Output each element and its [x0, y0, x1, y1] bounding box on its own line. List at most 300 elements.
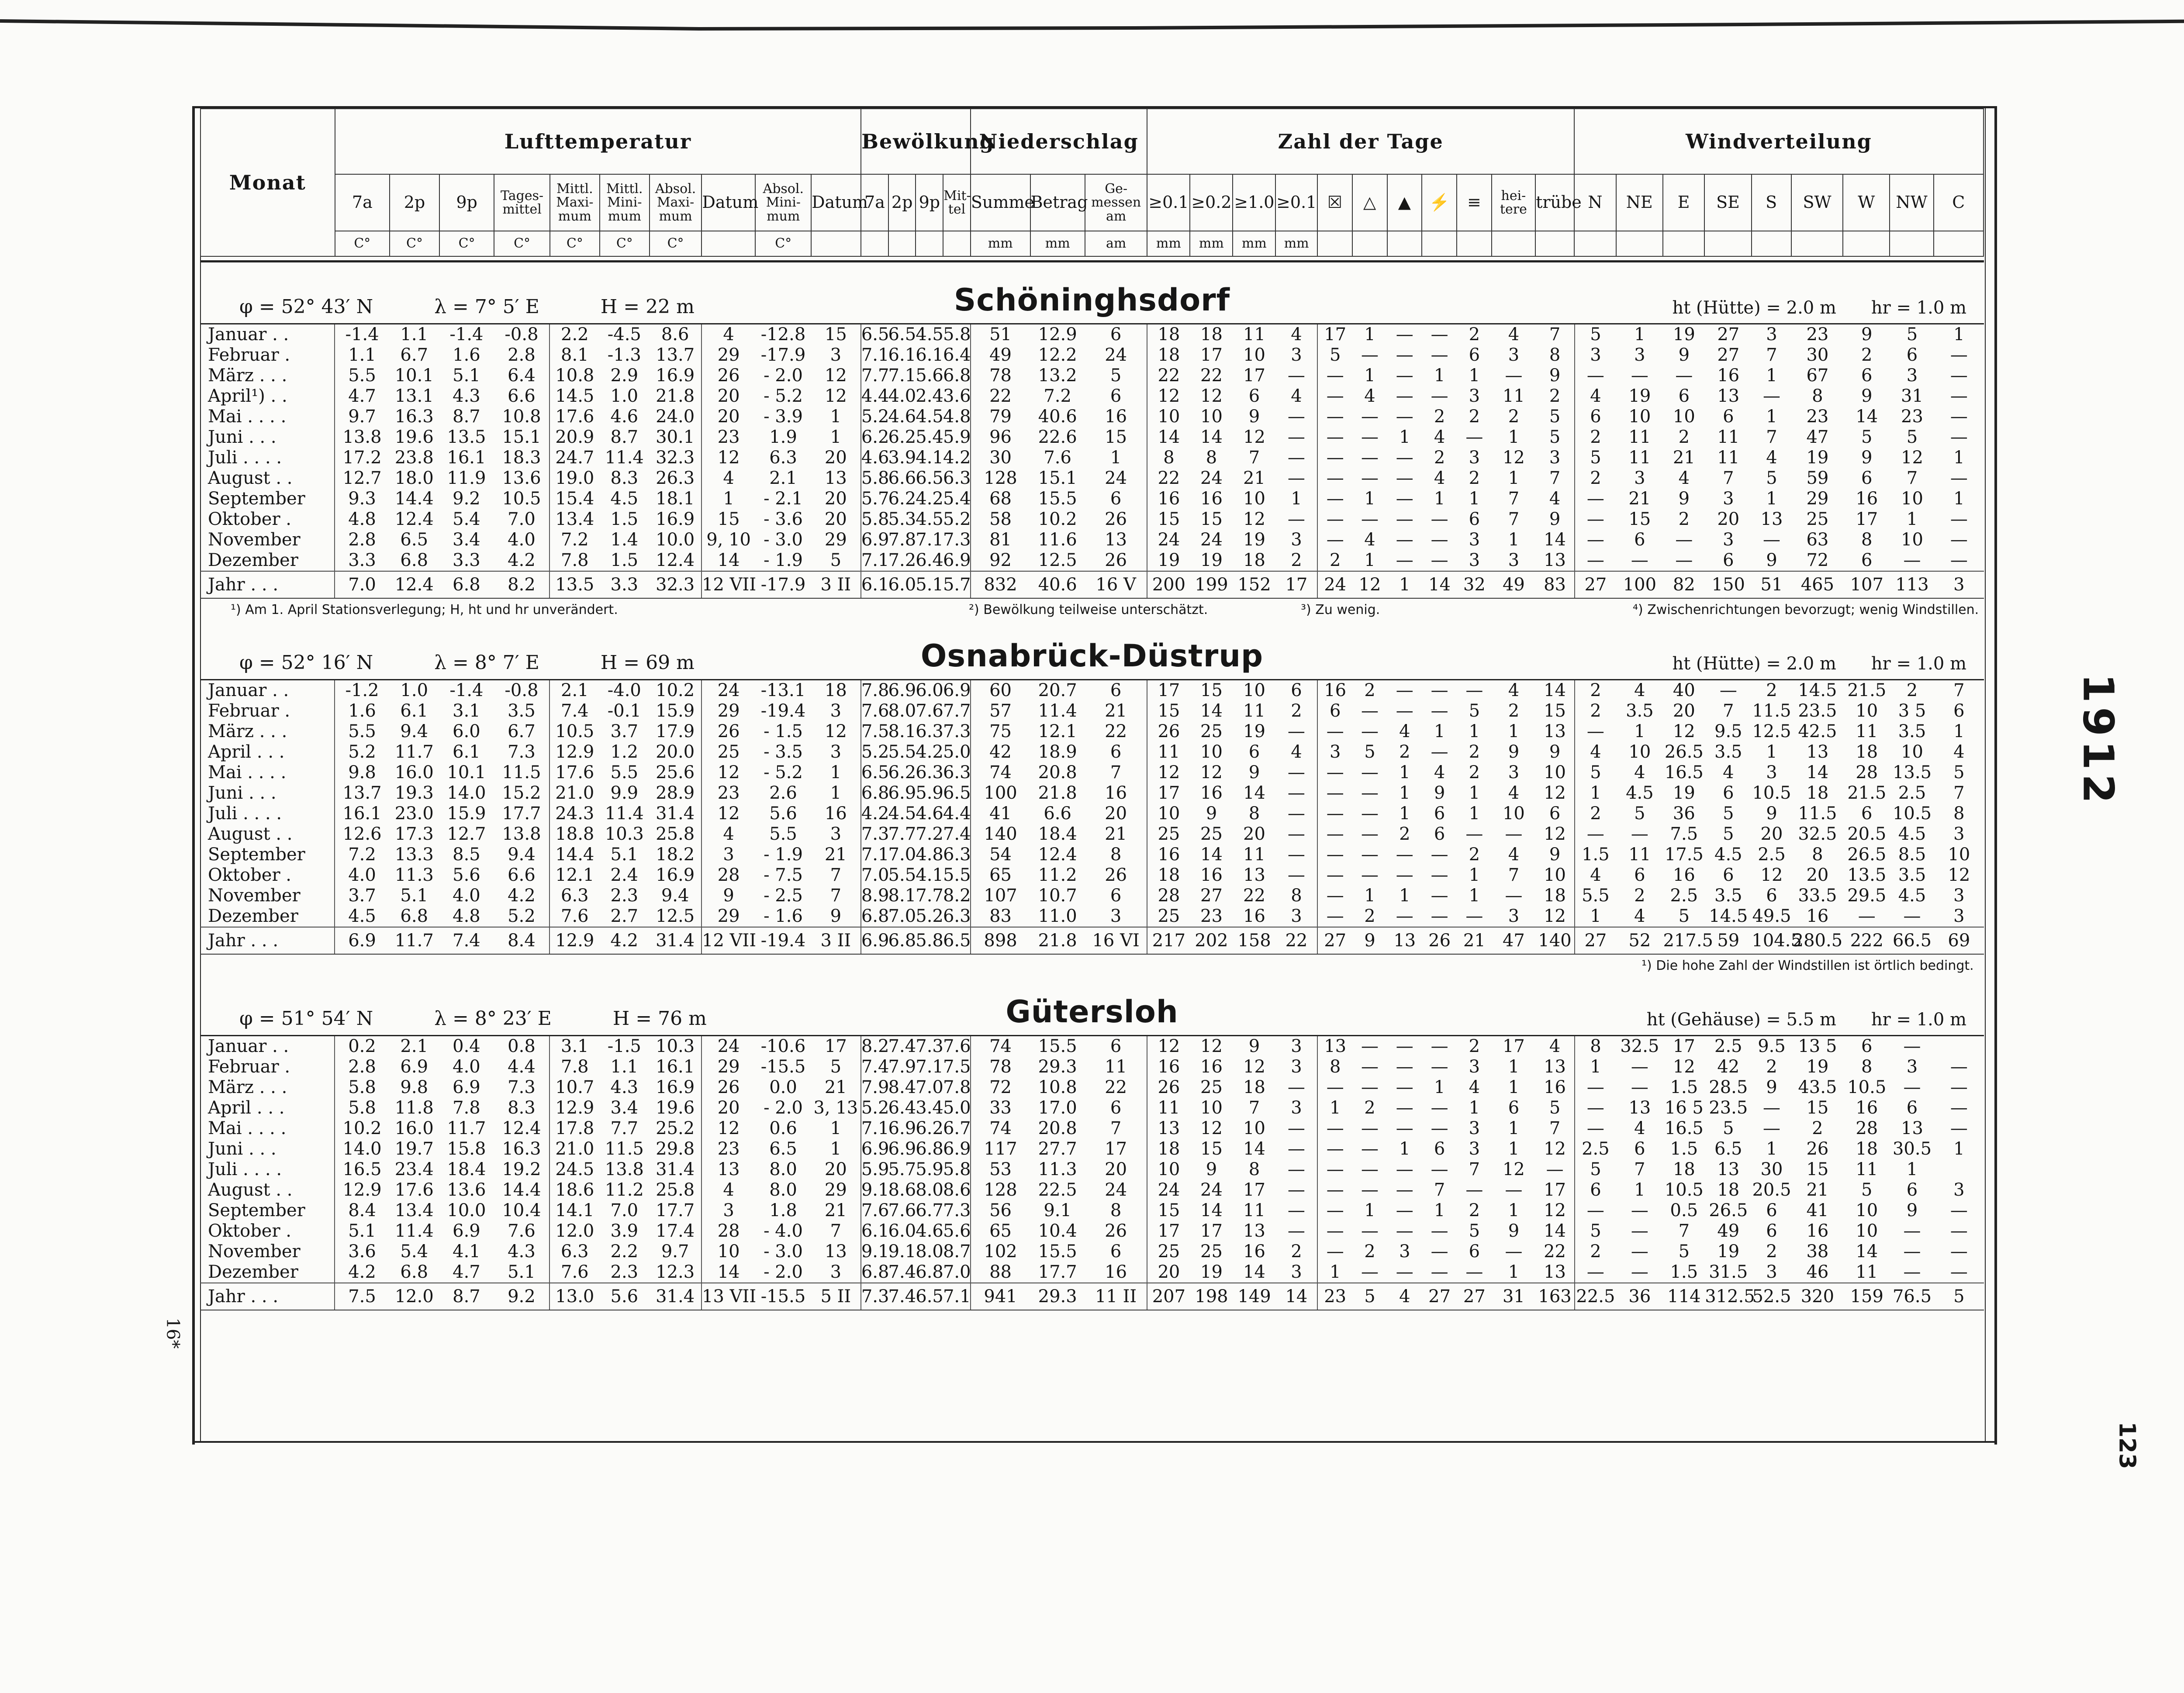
value-cell: 28: [1158, 886, 1180, 906]
value-cell: 21.8: [649, 386, 702, 407]
value-cell: 11: [1243, 324, 1265, 345]
value-cell: 11.0: [1038, 906, 1077, 926]
value-cell: 28.5: [1709, 1077, 1748, 1097]
value-cell: 2: [1469, 324, 1480, 345]
value-cell: —: [1276, 762, 1318, 783]
value-cell: 4.5: [348, 906, 376, 926]
value-cell: 2: [1276, 550, 1318, 571]
value-cell: 79: [989, 407, 1012, 427]
table-row: [200, 468, 1984, 489]
value-cell: 6.9: [888, 1118, 916, 1138]
value-cell: 6.4: [888, 1098, 916, 1118]
value-cell: 9.2: [453, 489, 480, 509]
value-cell: 2.5: [1758, 845, 1786, 865]
value-cell: 1: [1906, 509, 1918, 529]
value-cell: 2: [1678, 509, 1690, 529]
value-cell: 3.7: [610, 721, 639, 741]
value-cell: 3: [1508, 762, 1520, 783]
value-cell: 2: [1590, 468, 1601, 488]
value-cell: 5.6: [916, 365, 943, 386]
value-cell: 5: [1590, 1221, 1601, 1241]
value-cell: 31: [1901, 386, 1923, 406]
value-cell: —: [1326, 427, 1344, 447]
month-cell: April . . .: [200, 742, 335, 762]
value-cell: —: [1396, 1200, 1413, 1221]
value-cell: 7.5: [861, 721, 889, 741]
value-cell: 6.8: [943, 365, 971, 386]
value-cell: 18.4: [1038, 824, 1077, 844]
value-cell: 24.3: [555, 803, 594, 824]
value-cell: 16: [1536, 1077, 1575, 1098]
value-cell: —: [1361, 345, 1379, 365]
value-cell: 8.2: [861, 1036, 889, 1056]
value-cell: —: [1465, 680, 1483, 700]
value-cell: 14: [1200, 701, 1223, 721]
value-cell: 30.1: [649, 427, 702, 448]
value-cell: 18: [1673, 1159, 1695, 1179]
value-cell: 7.8: [888, 530, 916, 550]
value-cell: 13: [1628, 1098, 1651, 1118]
value-cell: 6.5: [400, 530, 429, 550]
value-cell: 8.7: [439, 1283, 494, 1310]
value-cell: 11: [1717, 448, 1740, 468]
value-cell: 14: [1158, 427, 1180, 447]
value-cell: 6.9: [861, 927, 888, 954]
value-cell: 7.3: [916, 1036, 943, 1056]
value-cell: 2.7: [610, 906, 639, 926]
header-unit-33: [1791, 231, 1843, 256]
value-cell: 12.1: [1038, 721, 1077, 741]
value-cell: 65: [989, 865, 1012, 885]
value-cell: 8.0: [888, 701, 916, 721]
value-cell: 15: [1158, 701, 1180, 721]
value-cell: —: [1326, 886, 1344, 906]
value-cell: 21: [811, 845, 861, 865]
value-cell: 7.0: [610, 1200, 639, 1221]
value-cell: 8.6: [943, 1180, 971, 1200]
value-cell: 4: [1508, 324, 1520, 345]
value-cell: 9: [1434, 783, 1445, 803]
value-cell: 1: [1399, 1139, 1410, 1159]
value-cell: 12.9: [549, 927, 599, 954]
header-col-6: Absol. Maxi-mum: [650, 174, 702, 231]
value-cell: 10: [1628, 742, 1651, 762]
value-cell: 2: [1766, 1241, 1777, 1262]
value-cell: 16.1: [342, 803, 382, 824]
value-cell: 24: [1085, 468, 1147, 489]
value-cell: 1: [1766, 1139, 1777, 1159]
value-cell: 15.4: [555, 489, 594, 509]
value-cell: 4.5: [916, 407, 943, 427]
value-cell: —: [1396, 489, 1413, 509]
value-cell: 6.6: [1044, 803, 1071, 824]
value-cell: 23.8: [394, 448, 434, 468]
value-cell: 27: [1422, 1283, 1457, 1310]
value-cell: 19: [1806, 1057, 1829, 1077]
value-cell: 5.8: [943, 324, 971, 345]
header-col-18: ≥0.2: [1190, 174, 1233, 231]
value-cell: 1: [1434, 721, 1445, 741]
header-col-29: NE: [1616, 174, 1663, 231]
value-cell: 7.6: [888, 1200, 916, 1221]
value-cell: 8.4: [348, 1200, 376, 1221]
value-cell: 3: [723, 845, 734, 865]
station-coord-lambda: λ = 8° 7′ E: [434, 652, 539, 674]
value-cell: 6.9: [888, 1139, 916, 1159]
value-cell: 5.1: [400, 886, 429, 906]
value-cell: 16: [1856, 1098, 1878, 1118]
value-cell: 6.9: [453, 1077, 480, 1097]
value-cell: 16: [1200, 783, 1223, 803]
value-cell: 12: [1948, 865, 1970, 885]
value-cell: 42: [1717, 1057, 1740, 1077]
value-cell: 4: [1508, 845, 1520, 865]
value-cell: 21.5: [1847, 783, 1887, 803]
table-row: [200, 906, 1984, 927]
value-cell: 3: [1469, 530, 1480, 550]
value-cell: —: [1903, 1221, 1921, 1241]
value-cell: 7: [1906, 468, 1918, 488]
header-col-10: 7a: [861, 174, 888, 231]
value-cell: —: [1903, 906, 1921, 926]
value-cell: -15.5: [755, 1283, 811, 1310]
value-cell: 7: [1634, 1159, 1645, 1179]
footnote: ¹) Am 1. April Stationsverlegung; H, ht und hr unverändert.: [231, 602, 618, 617]
value-cell: 6: [1085, 886, 1147, 906]
value-cell: 20.0: [649, 742, 702, 762]
value-cell: 1: [1508, 1200, 1520, 1221]
value-cell: 1.5: [610, 509, 639, 529]
header-col-26: hei-tere: [1492, 174, 1535, 231]
value-cell: 18: [1200, 324, 1223, 345]
header-unit-6: C°: [650, 231, 702, 256]
value-cell: 7.8: [561, 1057, 589, 1077]
value-cell: 6.3: [769, 448, 797, 468]
table-row: [200, 1098, 1984, 1118]
value-cell: 5.8: [348, 1098, 376, 1118]
value-cell: 6.8: [888, 927, 916, 954]
value-cell: 21: [1457, 927, 1492, 954]
value-cell: -1.3: [607, 345, 641, 365]
value-cell: 3: [1508, 345, 1520, 365]
value-cell: 24.7: [555, 448, 594, 468]
value-cell: 1: [1364, 489, 1375, 509]
value-cell: 5.6: [453, 865, 480, 885]
value-cell: 14.0: [447, 783, 486, 803]
value-cell: 15: [811, 324, 861, 345]
value-cell: 9: [1248, 762, 1260, 783]
value-cell: 4.1: [453, 1241, 480, 1262]
value-cell: 1: [1508, 1262, 1520, 1282]
value-cell: 25: [717, 742, 740, 762]
value-cell: 3.4: [610, 1098, 639, 1118]
value-cell: 6: [1085, 680, 1147, 701]
value-cell: 12 VII: [702, 927, 755, 954]
value-cell: 67: [1806, 365, 1829, 386]
value-cell: 6: [1469, 1241, 1480, 1262]
value-cell: 2: [1469, 468, 1480, 488]
value-cell: 6: [1085, 1036, 1147, 1057]
value-cell: —: [1505, 1180, 1523, 1200]
value-cell: 75: [989, 721, 1012, 741]
value-cell: 1: [1953, 324, 1965, 345]
value-cell: - 2.1: [764, 489, 803, 509]
value-cell: 12.9: [1038, 324, 1077, 345]
value-cell: 2.9: [610, 365, 639, 386]
value-cell: 25: [1200, 824, 1223, 844]
value-cell: 5.5: [348, 721, 376, 741]
value-cell: 2: [1906, 680, 1918, 700]
value-cell: 24.0: [649, 407, 702, 427]
value-cell: 2: [1364, 1098, 1375, 1118]
month-cell: September: [200, 489, 335, 509]
value-cell: 14: [1243, 1139, 1265, 1159]
value-cell: 3.5: [1898, 865, 1926, 885]
value-cell: 7.7: [888, 824, 916, 844]
value-cell: 16 VI: [1085, 927, 1147, 954]
value-cell: —: [1950, 407, 1968, 427]
value-cell: 5: [1536, 1098, 1575, 1118]
value-cell: 33: [989, 1098, 1012, 1118]
value-cell: 6.5: [769, 1139, 797, 1159]
value-cell: 4.7: [348, 386, 376, 406]
value-cell: 16.1: [649, 1057, 702, 1077]
header-col-30: E: [1663, 174, 1705, 231]
header-unit-16: am: [1085, 231, 1147, 256]
value-cell: 24: [717, 680, 740, 700]
value-cell: 23: [1200, 906, 1223, 926]
value-cell: 10.5: [555, 721, 594, 741]
value-cell: -13.1: [760, 680, 806, 700]
value-cell: 31.4: [649, 803, 702, 824]
value-cell: 13: [811, 1241, 861, 1262]
value-cell: 5.5: [610, 762, 639, 783]
value-cell: 9: [1248, 1036, 1260, 1056]
value-cell: 280.5: [1792, 927, 1844, 954]
year-label: 1912: [2073, 673, 2123, 808]
value-cell: —: [1505, 824, 1523, 844]
value-cell: 3: [1723, 530, 1734, 550]
value-cell: 12.9: [342, 1180, 382, 1200]
value-cell: 21: [811, 1077, 861, 1098]
value-cell: 24: [1158, 1180, 1180, 1200]
value-cell: 13.7: [342, 783, 382, 803]
value-cell: 21: [1243, 468, 1265, 488]
value-cell: 7.5: [1670, 824, 1698, 844]
value-cell: 6.8: [400, 1262, 429, 1282]
value-cell: 21: [1673, 448, 1695, 468]
month-cell: Oktober .: [200, 1221, 335, 1241]
station-block: [200, 618, 1984, 977]
value-cell: 3.6: [348, 1241, 376, 1262]
month-cell: Juni . . .: [200, 1139, 335, 1159]
station-coord-phi: φ = 52° 16′ N: [239, 652, 373, 674]
value-cell: 18: [1717, 1180, 1740, 1200]
value-cell: 6: [1861, 803, 1873, 824]
value-cell: —: [1465, 824, 1483, 844]
value-cell: 1.1: [400, 324, 429, 345]
value-cell: 12.9: [555, 742, 594, 762]
value-cell: 31: [1492, 1283, 1535, 1310]
header-col-1: 2p: [390, 174, 439, 231]
value-cell: 7.1: [861, 345, 889, 365]
value-cell: 13 5: [1798, 1036, 1837, 1056]
value-cell: —: [1950, 345, 1968, 365]
value-cell: 4: [1766, 448, 1777, 468]
value-cell: —: [1536, 1159, 1575, 1180]
value-cell: 16: [1085, 407, 1147, 427]
header-col-0: 7a: [335, 174, 390, 231]
value-cell: —: [1276, 865, 1318, 886]
value-cell: 1: [1508, 1077, 1520, 1097]
value-cell: 1: [1508, 530, 1520, 550]
value-cell: —: [1326, 1200, 1344, 1221]
value-cell: 26.5: [1709, 1200, 1748, 1221]
value-cell: 8.5: [453, 845, 480, 865]
value-cell: 4.2: [916, 489, 943, 509]
value-cell: 5.5: [943, 865, 971, 885]
value-cell: 11: [1628, 448, 1651, 468]
value-cell: 4: [723, 324, 734, 345]
value-cell: —: [1431, 906, 1448, 926]
value-cell: 26.5: [1664, 742, 1704, 762]
value-cell: 6.1: [400, 701, 429, 721]
value-cell: 11: [1158, 742, 1180, 762]
header-unit-23: [1387, 231, 1422, 256]
value-cell: 6.7: [494, 721, 550, 742]
value-cell: 6: [1766, 1221, 1777, 1241]
value-cell: 3.1: [561, 1036, 589, 1056]
station-block: [200, 974, 1984, 1333]
value-cell: 7.4: [439, 927, 494, 954]
value-cell: 4.8: [916, 845, 943, 865]
value-cell: 19.3: [394, 783, 434, 803]
value-cell: 9.5: [1714, 721, 1742, 741]
value-cell: 9.4: [400, 721, 429, 741]
value-cell: 24: [1200, 1180, 1223, 1200]
value-cell: 114: [1663, 1283, 1705, 1310]
value-cell: 7.6: [561, 1262, 589, 1282]
header-monat: Monat: [200, 109, 335, 256]
month-cell: April¹) . .: [200, 386, 335, 407]
value-cell: —: [1431, 324, 1448, 345]
value-cell: 32.5: [1798, 824, 1837, 844]
value-cell: 1.5: [1670, 1262, 1698, 1282]
value-cell: 3: [1906, 365, 1918, 386]
value-cell: 7: [1508, 865, 1520, 885]
value-cell: 1: [1508, 427, 1520, 447]
header-unit-0: C°: [335, 231, 390, 256]
value-cell: -1.4: [345, 324, 379, 345]
header-bewoelkung: Bewölkung: [861, 109, 971, 174]
value-cell: —: [1361, 1118, 1379, 1138]
value-cell: 96: [989, 427, 1012, 447]
month-cell: November: [200, 530, 335, 550]
value-cell: 8.9: [861, 886, 889, 906]
value-cell: 6.1: [861, 571, 888, 598]
value-cell: 19: [1717, 1241, 1740, 1262]
value-cell: 78: [989, 365, 1012, 386]
value-cell: 8.0: [916, 1180, 943, 1200]
value-cell: 16.5: [342, 1159, 382, 1179]
value-cell: 17.6: [394, 1180, 434, 1200]
value-cell: —: [1465, 1262, 1483, 1282]
value-cell: 31.5: [1709, 1262, 1748, 1282]
header-col-12: 9p: [916, 174, 943, 231]
value-cell: 1: [1508, 1118, 1520, 1138]
value-cell: 5.7: [943, 571, 971, 598]
value-cell: 2.5: [1670, 886, 1698, 906]
value-cell: 6.2: [888, 427, 916, 447]
value-cell: 6.6: [888, 468, 916, 488]
header-col-9: Datum: [811, 174, 861, 231]
value-cell: 6.3: [943, 762, 971, 783]
value-cell: 12: [1200, 1118, 1223, 1138]
value-cell: 1.0: [400, 680, 429, 700]
month-cell: August . .: [200, 468, 335, 489]
value-cell: 25: [1158, 1241, 1180, 1262]
value-cell: 22.6: [1038, 427, 1077, 447]
value-cell: 1: [1953, 721, 1965, 741]
value-cell: 7.6: [916, 701, 943, 721]
value-cell: 7.3: [861, 824, 889, 844]
header-unit-35: [1890, 231, 1933, 256]
value-cell: —: [1326, 762, 1344, 783]
value-cell: 100: [984, 783, 1017, 803]
value-cell: —: [1326, 530, 1344, 550]
value-cell: 49: [1717, 1221, 1740, 1241]
value-cell: 200: [1147, 571, 1190, 598]
value-cell: —: [1396, 1077, 1413, 1097]
value-cell: —: [1326, 386, 1344, 406]
station-heights: [1637, 298, 1966, 318]
value-cell: 3: [1508, 550, 1520, 570]
value-cell: 12: [717, 762, 740, 783]
value-cell: 8.1: [561, 345, 589, 365]
value-cell: 4: [1434, 762, 1445, 783]
value-cell: 15: [1200, 1139, 1223, 1159]
value-cell: 4: [1953, 742, 1965, 762]
value-cell: 3: [1085, 906, 1147, 927]
value-cell: 2: [1508, 701, 1520, 721]
value-cell: 12: [1158, 762, 1180, 783]
header-unit-17: mm: [1147, 231, 1190, 256]
month-cell: November: [200, 886, 335, 906]
value-cell: 27: [1317, 927, 1352, 954]
value-cell: 14: [717, 1262, 740, 1282]
month-cell: April . . .: [200, 1098, 335, 1118]
value-cell: 18: [1806, 783, 1829, 803]
value-cell: 4.2: [916, 742, 943, 762]
value-cell: 8.3: [494, 1098, 550, 1118]
value-cell: 12: [1673, 721, 1695, 741]
value-cell: 7.1: [916, 1057, 943, 1077]
value-cell: —: [1326, 906, 1344, 926]
station-name: Schöninghsdorf: [954, 282, 1230, 318]
value-cell: 10: [1243, 1118, 1265, 1138]
value-cell: 13.2: [1038, 365, 1077, 386]
value-cell: 4: [1634, 762, 1645, 783]
value-cell: 16.0: [394, 762, 434, 783]
value-cell: —: [1950, 1118, 1968, 1138]
value-cell: 3: [1766, 1262, 1777, 1282]
header-col-19: ≥1.0: [1233, 174, 1275, 231]
value-cell: 8.5: [1898, 845, 1926, 865]
value-cell: 21.8: [1038, 783, 1077, 803]
value-cell: 2: [1590, 427, 1601, 447]
signature-mark: 16*: [162, 1317, 183, 1349]
value-cell: 9: [1678, 489, 1690, 509]
